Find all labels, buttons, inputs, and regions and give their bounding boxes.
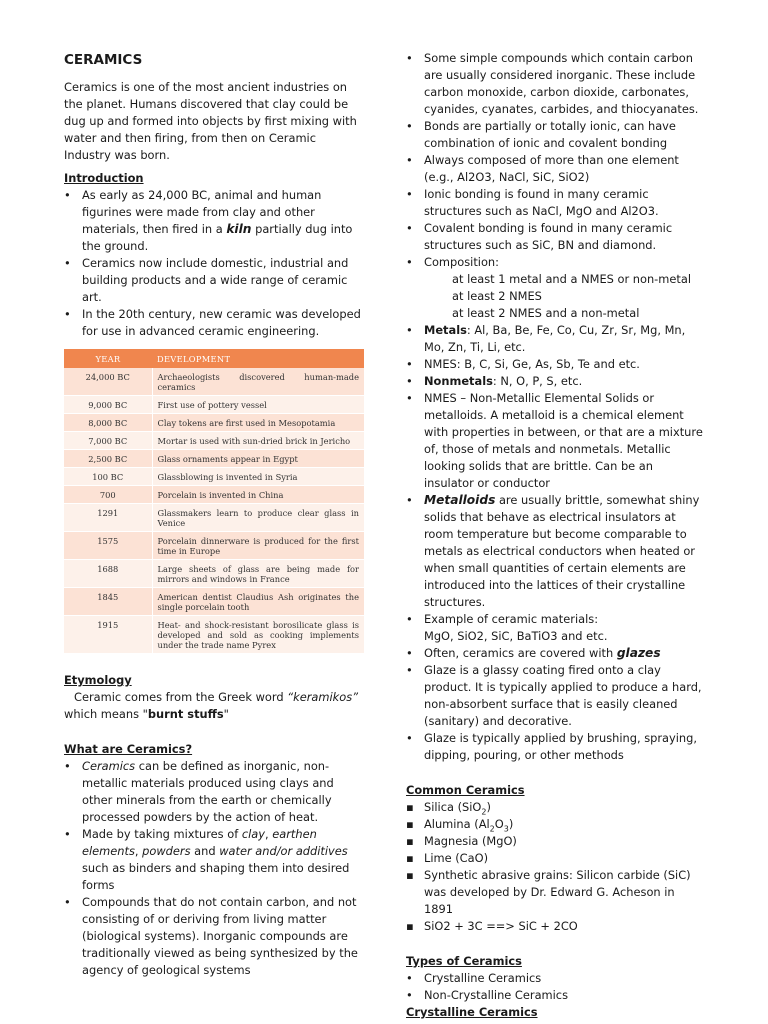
list-item: • Often, ceramics are covered with glazes — [406, 645, 706, 662]
list-item: • NMES – Non-Metallic Elemental Solids or metalloids. A metalloid is a chemical element with properties in between, or that are a mixture of, those of metals and nonmetals. Metallic looking solids that are brittle. Can be an insulator or conductor — [406, 390, 706, 492]
year-cell: 8,000 BC — [64, 414, 152, 432]
types-of-ceramics-list — [406, 970, 706, 1004]
list-item: • Nonmetals: N, O, P, S, etc. — [406, 373, 706, 390]
table-row — [64, 368, 364, 396]
year-cell: 700 — [64, 486, 152, 504]
crystalline-ceramics-heading: Crystalline Ceramics — [406, 1005, 538, 1019]
list-item: ▪ Silica (SiO$_2$) — [406, 799, 706, 816]
year-cell: 1915 — [64, 616, 152, 654]
ceramics-timeline-table — [64, 349, 364, 654]
year-cell: 1575 — [64, 532, 152, 560]
table-row — [64, 432, 364, 450]
introduction-list — [64, 187, 364, 340]
document-title: CERAMICS — [64, 52, 143, 68]
table-row — [64, 450, 364, 468]
left-column — [64, 50, 364, 979]
list-item: ▪ Lime (CaO) — [406, 850, 706, 867]
list-item: • Made by taking mixtures of clay, earthen elements, powders and water and/or additives such as binders and shaping them into desired forms — [64, 826, 364, 894]
introduction-heading: Introduction — [64, 171, 144, 185]
development-cell: Heat- and shock-resistant borosilicate glass is developed and sold as cooking implements under the trade name Pyrex — [152, 616, 364, 654]
types-of-ceramics-heading: Types of Ceramics — [406, 954, 522, 968]
list-item: • Covalent bonding is found in many ceramic structures such as SiC, BN and diamond. — [406, 220, 706, 254]
list-item: ▪ Synthetic abrasive grains: Silicon carbide (SiC) was developed by Dr. Edward G. Acheson in 1891 — [406, 867, 706, 918]
what-are-ceramics-heading: What are Ceramics? — [64, 742, 193, 756]
composition-item — [406, 254, 706, 322]
intro-paragraph: Ceramics is one of the most ancient industries on the planet. Humans discovered that clay could be dug up and formed into objects by first mixing with water and then firing, from then on Ceramic Industry was born. — [64, 80, 357, 162]
table-row — [64, 532, 364, 560]
common-ceramics-list — [406, 799, 706, 935]
list-item: • Bonds are partially or totally ionic, can have combination of ionic and covalent bonding — [406, 118, 706, 152]
ceramic-properties-list — [406, 50, 706, 764]
list-item: • Glaze is typically applied by brushing, spraying, dipping, pouring, or other methods — [406, 730, 706, 764]
list-item: • Ceramics now include domestic, industrial and building products and a wide range of ceramic art. — [64, 255, 364, 306]
development-cell: Glass ornaments appear in Egypt — [152, 450, 364, 468]
list-item: ▪ SiO2 + 3C ==> SiC + 2CO — [406, 918, 706, 935]
year-cell: 1845 — [64, 588, 152, 616]
development-cell: Porcelain dinnerware is produced for the first time in Europe — [152, 532, 364, 560]
common-ceramics-heading: Common Ceramics — [406, 783, 525, 797]
right-column — [406, 50, 706, 1021]
composition-line: at least 2 NMES and a non-metal — [452, 306, 640, 320]
etymology-heading: Etymology — [64, 673, 132, 687]
list-item: • Metalloids are usually brittle, somewhat shiny solids that behave as electrical insulators at room temperature but become comparable to metals as electrical conductors when heated or when small quantities of certain elements are introduced into the lattices of their crystalline structures. — [406, 492, 706, 611]
table-row — [64, 486, 364, 504]
development-cell: Glassmakers learn to produce clear glass in Venice — [152, 504, 364, 532]
list-item: • Some simple compounds which contain carbon are usually considered inorganic. These include carbon monoxide, carbon dioxide, carbonates, cyanides, cyanates, carbides, and thiocyanates. — [406, 50, 706, 118]
development-cell: Mortar is used with sun-dried brick in Jericho — [152, 432, 364, 450]
list-item: ▪ Magnesia (MgO) — [406, 833, 706, 850]
development-cell: First use of pottery vessel — [152, 396, 364, 414]
list-item: • Always composed of more than one element (e.g., Al2O3, NaCl, SiC, SiO2) — [406, 152, 706, 186]
year-cell: 1291 — [64, 504, 152, 532]
list-item: • Crystalline Ceramics — [406, 970, 706, 987]
table-row — [64, 560, 364, 588]
development-cell: Archaeologists discovered human-made ceramics — [152, 368, 364, 396]
development-cell: Porcelain is invented in China — [152, 486, 364, 504]
list-item: • Compounds that do not contain carbon, and not consisting of or deriving from living matter (biological systems). Inorganic compounds are traditionally viewed as being synthesized by the agency of geological systems — [64, 894, 364, 979]
table-row — [64, 414, 364, 432]
what-are-ceramics-list — [64, 758, 364, 979]
list-item: • Example of ceramic materials: MgO, SiO2, SiC, BaTiO3 and etc. — [406, 611, 706, 645]
year-cell: 9,000 BC — [64, 396, 152, 414]
development-cell: Glassblowing is invented in Syria — [152, 468, 364, 486]
list-item: ▪ Alumina $(Al_2O_3)$ — [406, 816, 706, 833]
list-item: • Metals: Al, Ba, Be, Fe, Co, Cu, Zr, Sr, Mg, Mn, Mo, Zn, Ti, Li, etc. — [406, 322, 706, 356]
list-item: • Ceramics can be defined as inorganic, non-metallic materials produced using clays and other minerals from the earth or chemically processed powders by the action of heat. — [64, 758, 364, 826]
list-item: • Non-Crystalline Ceramics — [406, 987, 706, 1004]
table-row — [64, 504, 364, 532]
year-cell: 100 BC — [64, 468, 152, 486]
table-header-row — [64, 349, 364, 368]
list-item: • In the 20th century, new ceramic was developed for use in advanced ceramic engineering. — [64, 306, 364, 340]
year-column-header: YEAR — [64, 349, 152, 368]
list-item: • Ionic bonding is found in many ceramic structures such as NaCl, MgO and Al2O3. — [406, 186, 706, 220]
composition-label: Composition: — [424, 255, 499, 269]
list-item: • As early as 24,000 BC, animal and human figurines were made from clay and other materials, then fired in a kiln partially dug into the ground. — [64, 187, 364, 255]
table-row — [64, 396, 364, 414]
year-cell: 1688 — [64, 560, 152, 588]
year-cell: 24,000 BC — [64, 368, 152, 396]
composition-line: at least 2 NMES — [452, 289, 542, 303]
list-item: • NMES: B, C, Si, Ge, As, Sb, Te and etc. — [406, 356, 706, 373]
table-row — [64, 588, 364, 616]
list-item: • Glaze is a glassy coating fired onto a clay product. It is typically applied to produce a hard, non-absorbent surface that is easily cleaned (sanitary) and decorative. — [406, 662, 706, 730]
etymology-text: Ceramic comes from the Greek word “keramikos” which means "burnt stuffs" — [64, 690, 359, 721]
development-cell: Large sheets of glass are being made for mirrors and windows in France — [152, 560, 364, 588]
table-row — [64, 468, 364, 486]
development-cell: American dentist Claudius Ash originates the single porcelain tooth — [152, 588, 364, 616]
year-cell: 2,500 BC — [64, 450, 152, 468]
composition-line: at least 1 metal and a NMES or non-metal — [452, 272, 691, 286]
year-cell: 7,000 BC — [64, 432, 152, 450]
development-cell: Clay tokens are first used in Mesopotamia — [152, 414, 364, 432]
development-column-header: DEVELOPMENT — [152, 349, 364, 368]
table-row — [64, 616, 364, 654]
